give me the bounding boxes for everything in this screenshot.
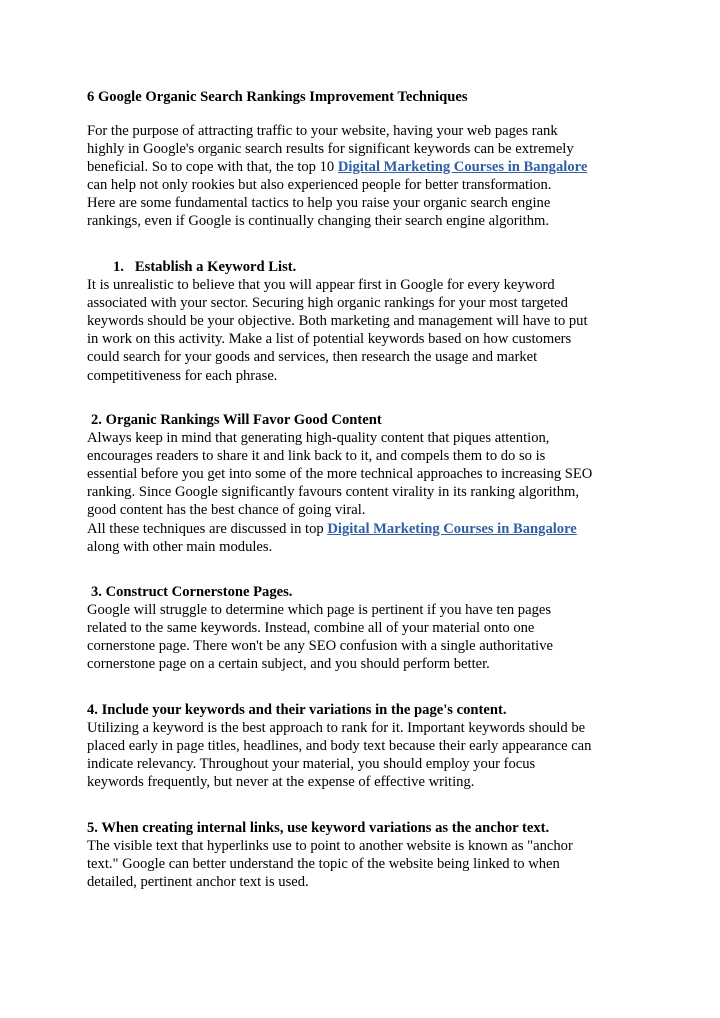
section-line: indicate relevancy. Throughout your material, you should employ your focus xyxy=(87,756,536,773)
section-line: text." Google can better understand the topic of the website being linked to when xyxy=(87,856,560,873)
digital-marketing-courses-link[interactable]: Digital Marketing Courses in Bangalore xyxy=(337,159,588,176)
section-line: keywords should be your objective. Both marketing and management will have to put xyxy=(87,313,588,330)
section-line: good content has the best chance of going viral. xyxy=(87,502,366,519)
intro-line: rankings, even if Google is continually changing their search engine algorithm. xyxy=(87,213,550,230)
section-line: Google will struggle to determine which page is pertinent if you have ten pages xyxy=(87,602,552,619)
section-internal-links xyxy=(87,819,647,891)
intro-line: For the purpose of attracting traffic to your website, having your web pages rank xyxy=(87,123,558,139)
intro-line: highly in Google's organic search results for significant keywords can be extremely xyxy=(87,141,574,158)
section-line: could search for your goods and services, then research the usage and market xyxy=(87,349,538,366)
section-include-keywords xyxy=(87,701,647,791)
intro-line: Here are some fundamental tactics to help you raise your organic search engine xyxy=(87,195,551,212)
section-heading: 4. Include your keywords and their variations in the page's content. xyxy=(87,702,507,718)
section-line: associated with your sector. Securing high organic rankings for your most targeted xyxy=(87,295,568,312)
section-heading: 1. Establish a Keyword List. xyxy=(113,259,297,275)
section-line: The visible text that hyperlinks use to point to another website is known as "anchor xyxy=(87,838,573,855)
section-heading: 5. When creating internal links, use keyword variations as the anchor text. xyxy=(87,820,550,836)
intro-line: beneficial. So to cope with that, the top 10 Digital Marketing Courses in Bangalore xyxy=(87,159,588,176)
section-line: detailed, pertinent anchor text is used. xyxy=(87,874,309,891)
section-heading: 2. Organic Rankings Will Favor Good Content xyxy=(91,412,382,428)
section-line: placed early in page titles, headlines, and body text because their early appearance can xyxy=(87,738,592,755)
section-line: keywords frequently, but never at the expense of effective writing. xyxy=(87,774,475,791)
section-line: essential before you get into some of the more technical approaches to increasing SEO xyxy=(87,466,593,483)
intro-paragraph xyxy=(87,122,647,231)
section-cornerstone-pages xyxy=(87,583,647,673)
section-keyword-list xyxy=(87,258,647,385)
section-line: Always keep in mind that generating high-quality content that piques attention, xyxy=(87,430,550,447)
section-line: cornerstone page on a certain subject, and you should perform better. xyxy=(87,656,490,673)
digital-marketing-courses-link[interactable]: Digital Marketing Courses in Bangalore xyxy=(327,520,577,537)
section-heading: 3. Construct Cornerstone Pages. xyxy=(91,584,293,600)
section-line: All these techniques are discussed in top Digital Marketing Courses in Bangalore xyxy=(87,520,577,537)
section-line: ranking. Since Google significantly favours content virality in its ranking algorithm, xyxy=(87,484,580,501)
section-line: It is unrealistic to believe that you will appear first in Google for every keyword xyxy=(87,277,555,294)
section-line: in work on this activity. Make a list of potential keywords based on how customers xyxy=(87,331,572,348)
section-line: cornerstone page. There won't be any SEO confusion with a single authoritative xyxy=(87,638,553,655)
intro-line: can help not only rookies but also experienced people for better transformation. xyxy=(87,177,552,194)
section-line: encourages readers to share it and link back to it, and compels them to do so is xyxy=(87,448,546,465)
document-title: 6 Google Organic Search Rankings Improvement Techniques xyxy=(87,89,468,105)
section-line: related to the same keywords. Instead, combine all of your material onto one xyxy=(87,620,535,637)
section-good-content xyxy=(87,411,647,556)
section-line: Utilizing a keyword is the best approach to rank for it. Important keywords should be xyxy=(87,720,586,737)
section-line: competitiveness for each phrase. xyxy=(87,367,278,384)
section-line: along with other main modules. xyxy=(87,538,273,555)
